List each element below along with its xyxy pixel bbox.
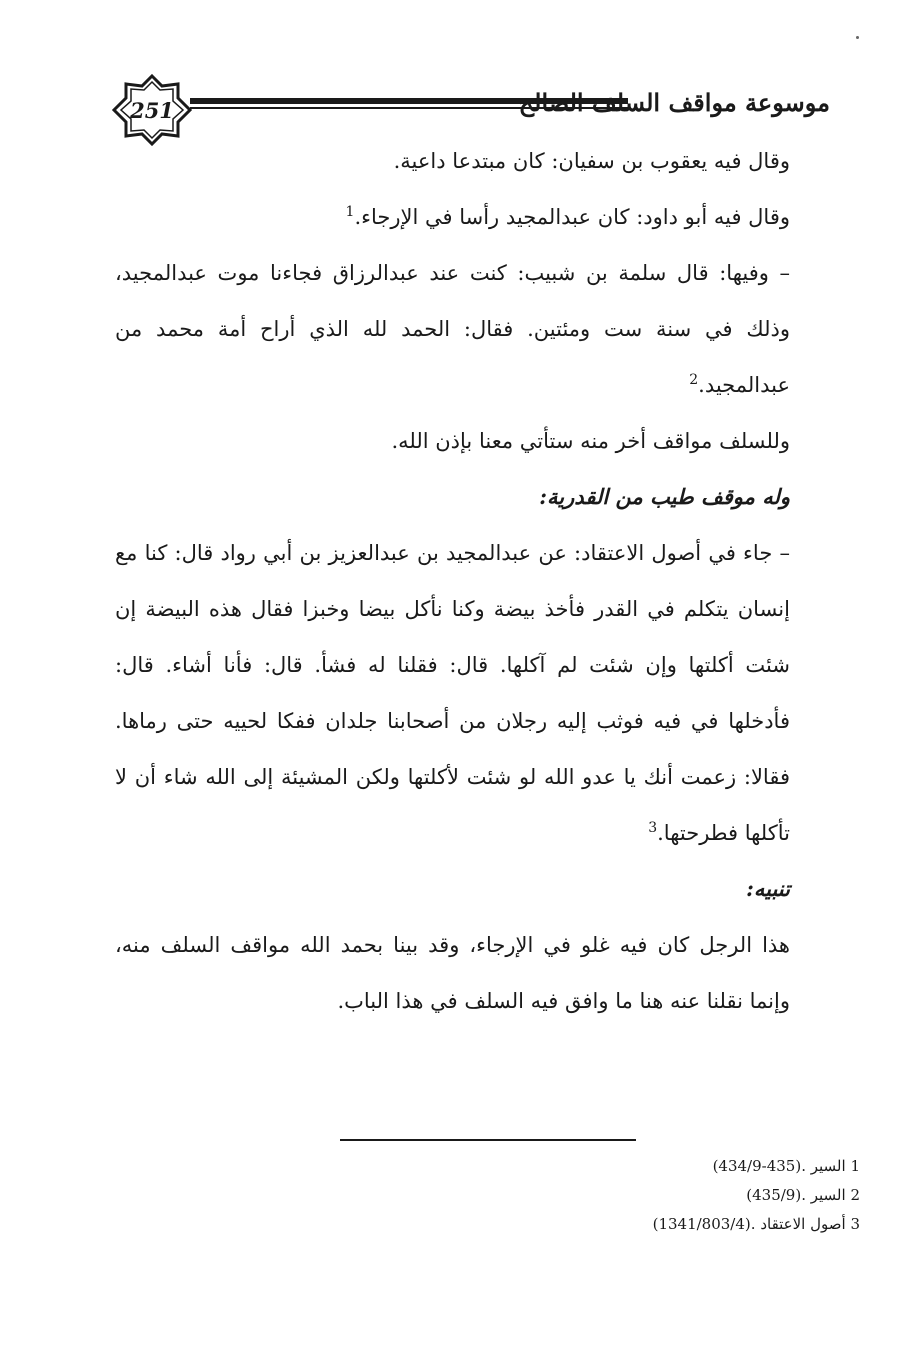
paragraph: هذا الرجل كان فيه غلو في الإرجاء، وقد بينا بحمد الله مواقف السلف منه، وإنما نقلنا عنه هنا ما وافق فيه السلف في هذا الباب. [115, 933, 790, 1013]
main-text [115, 133, 835, 1029]
paragraph: وللسلف مواقف أخر منه ستأتي معنا بإذن الله. [391, 429, 790, 453]
footnote: 2 السير (435/9). [746, 1186, 860, 1204]
paragraph: وقال فيه أبو داود: كان عبدالمجيد رأسا في الإرجاء.$^1$ [345, 204, 790, 229]
footnote-mark: 3 [648, 820, 658, 836]
note-heading: تنبيه: [746, 876, 790, 901]
section-heading: وله موقف طيب من القدرية: [539, 484, 790, 509]
footnote: 1 السير (434/9-435). [712, 1157, 860, 1175]
paragraph: – جاء في أصول الاعتقاد: عن عبدالمجيد بن عبدالعزيز بن أبي رواد قال: كنا مع إنسان يتكلم في القدر فأخذ بيضة وكنا نأكل بيضا وخبزا فقال هذه البيضة إن شئت أكلتها وإن شئت لم آكلها. قال: فقلنا له فشأ. قال: فأنا أشاء. قال: فأدخلها في فيه فوثب إليه رجلان من أصحابنا جلدان ففكا لحييه حتى رماها. فقالا: زعمت أنك يا عدو الله لو شئت لأكلتها ولكن المشيئة إلى الله شاء أن لا تأكلها فطرحتها.$^3$ [115, 541, 790, 845]
footnote: 3 أصول الاعتقاد (1341/803/4). [652, 1215, 860, 1233]
footnote-separator [340, 1139, 636, 1141]
paragraph: – وفيها: قال سلمة بن شبيب: كنت عند عبدالرزاق فجاءنا موت عبدالمجيد، وذلك في سنة ست ومئتين. فقال: الحمد لله الذي أراح أمة محمد من عبدالمجيد.$^2$ [115, 261, 790, 397]
paragraph: وقال فيه يعقوب بن سفيان: كان مبتدعا داعية. [393, 149, 790, 173]
footnote-mark: 2 [689, 372, 699, 388]
scan-speck [856, 36, 859, 39]
footnotes [435, 1152, 860, 1239]
page-number: 251 [130, 97, 174, 123]
footnote-mark: 1 [345, 204, 355, 220]
book-title: موسوعة مواقف السلف الصالح [518, 88, 830, 117]
